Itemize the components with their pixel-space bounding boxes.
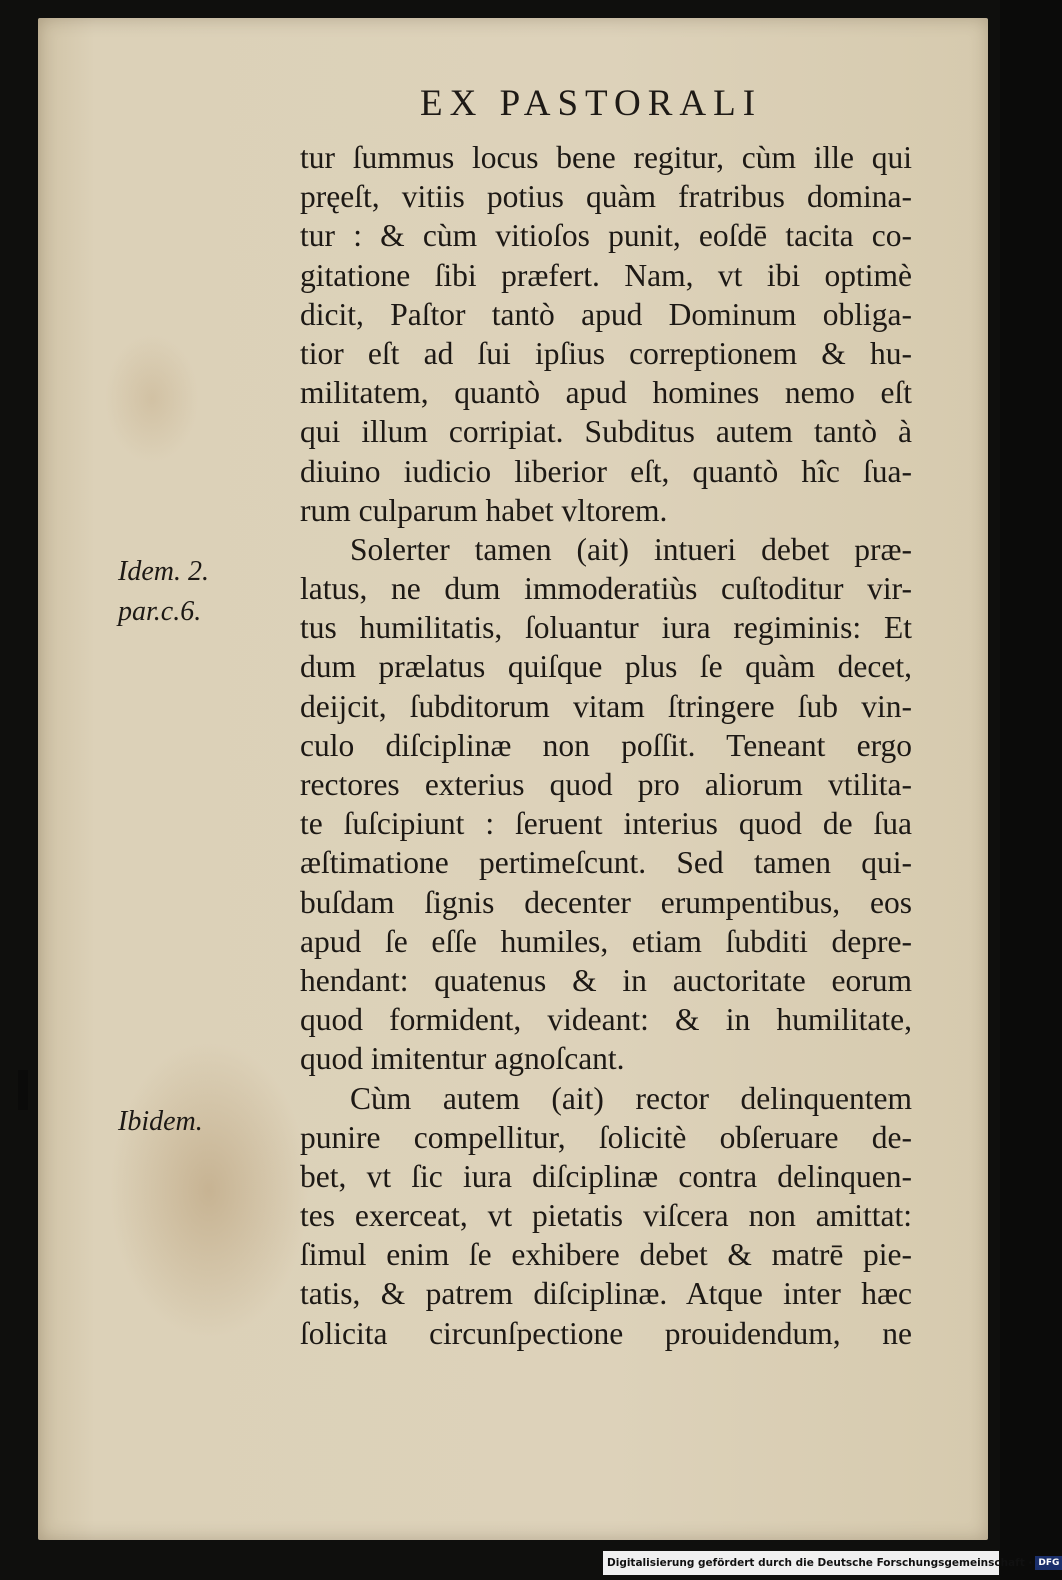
text-line: punire compellitur, ſolicitè obſeruare de- (300, 1119, 912, 1155)
text-line: rectores exterius quod pro aliorum vtilita- (300, 767, 912, 802)
text-line: culo diſciplinæ non poſſit. Teneant ergo (300, 727, 912, 763)
text-line: tatis, & patrem diſciplinæ. Atque inter hæc (300, 1276, 912, 1312)
running-head: EX PASTORALI (420, 83, 763, 124)
text-line: æſtimatione pertimeſcunt. Sed tamen qui- (300, 845, 912, 881)
text-line: tior eſt ad ſui ipſius correptionem & hu- (300, 335, 912, 371)
text-line: dicit, Paſtor tantò apud Dominum obliga- (300, 296, 912, 332)
marginal-note-ibidem: Ibidem. (118, 1106, 203, 1137)
text-line: Solerter tamen (ait) intueri debet præ- (350, 531, 912, 567)
text-line: quod formident, videant: & in humilitate, (300, 1002, 912, 1038)
text-line: tus humilitatis, ſoluantur iura regiminis: Et (300, 610, 912, 646)
dfg-logo: DFG (1035, 1556, 1062, 1570)
credit-text: Digitalisierung gefördert durch die Deutsche Forschungsgemeinschaft · (607, 1557, 1033, 1569)
text-line: gitatione ſibi præfert. Nam, vt ibi optimè (300, 257, 912, 293)
text-line: buſdam ſignis decenter erumpentibus, eos (300, 884, 912, 920)
text-line: tur ſummus locus bene regitur, cùm ille qui (300, 140, 912, 175)
text-line: militatem, quantò apud homines nemo eſt (300, 375, 912, 411)
digitization-credit (603, 1551, 1060, 1575)
text-line: deijcit, ſubditorum vitam ſtringere ſub vin- (300, 688, 912, 724)
text-line: ſolicita circunſpectione prouidendum, ne (300, 1315, 912, 1351)
text-line: latus, ne dum immoderatiùs cuſtoditur vir- (300, 571, 912, 607)
text-line: hendant: quatenus & in auctoritate eorum (300, 962, 912, 998)
text-line: bet, vt ſic iura diſciplinæ contra delinquen- (300, 1158, 912, 1194)
text-line: rum culparum habet vltorem. (300, 492, 668, 528)
body-text (300, 138, 912, 1353)
page-edge-notch (18, 1070, 28, 1110)
text-line: tur : & cùm vitioſos punit, eoſdē tacita co- (300, 218, 912, 254)
marginal-note-line: par.c.6. (118, 596, 202, 627)
text-line: pręeſt, vitiis potius quàm fratribus domina- (300, 179, 912, 215)
text-line: te ſuſcipiunt : ſeruent interius quod de ſua (300, 806, 912, 842)
text-line: dum prælatus quiſque plus ſe quàm decet, (300, 649, 912, 685)
marginal-note-idem (118, 552, 248, 632)
text-line: quod imitentur agnoſcant. (300, 1041, 625, 1077)
text-line: apud ſe eſſe humiles, etiam ſubditi depre- (300, 923, 912, 959)
text-line: ſimul enim ſe exhibere debet & matrē pie- (300, 1237, 912, 1273)
text-line: Cùm autem (ait) rector delinquentem (350, 1080, 912, 1116)
text-line: diuino iudicio liberior eſt, quantò hîc ſua- (300, 453, 912, 489)
marginal-note-line: Idem. 2. (118, 556, 209, 587)
text-line: tes exerceat, vt pietatis viſcera non amittat: (300, 1198, 912, 1234)
text-line: qui illum corripiat. Subditus autem tantò à (300, 414, 912, 450)
